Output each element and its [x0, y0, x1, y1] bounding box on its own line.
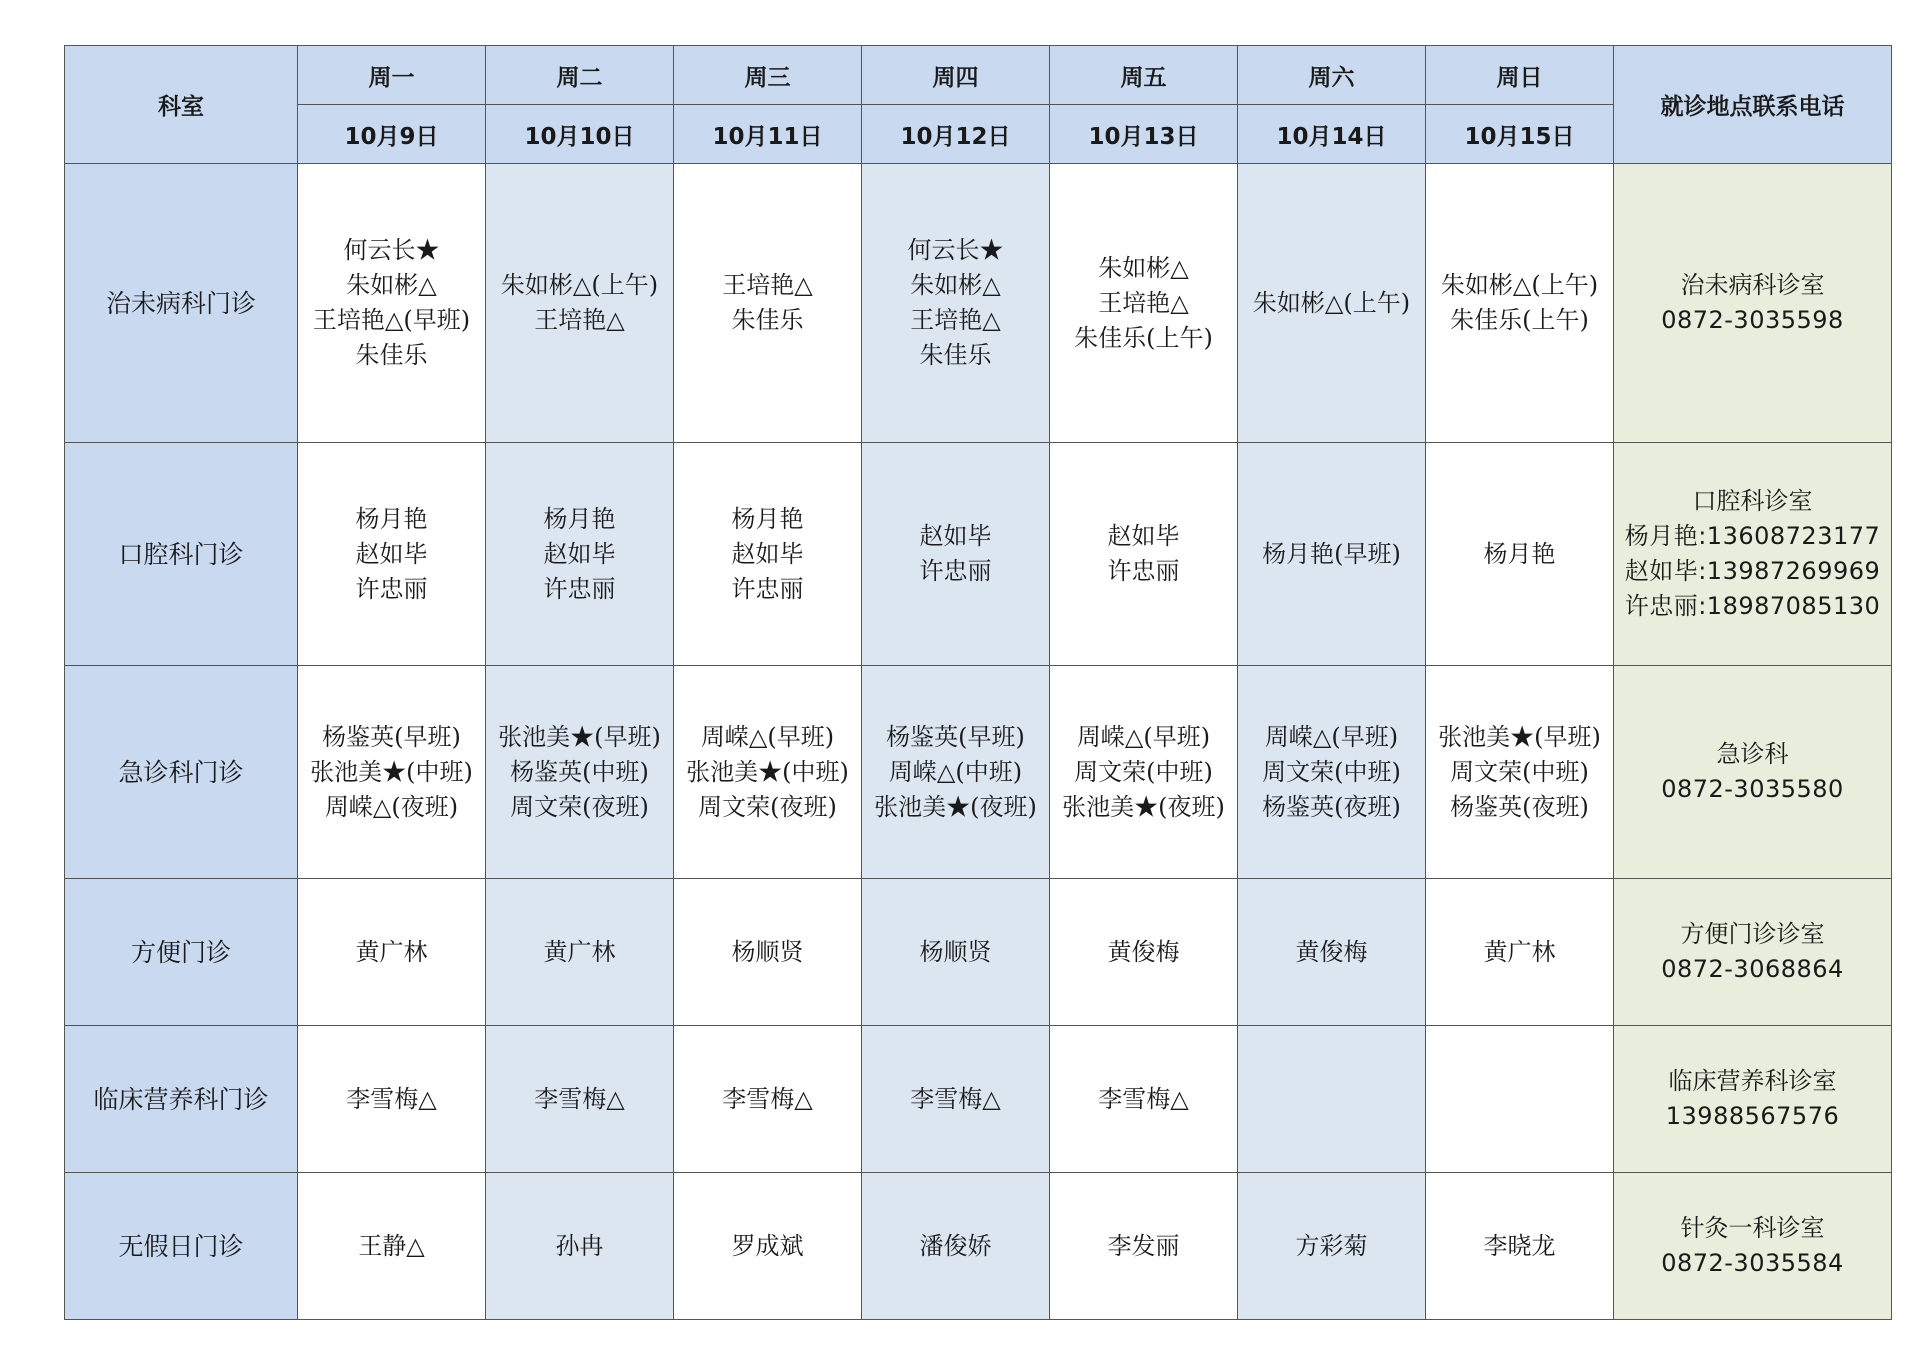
contact-phone: 许忠丽:18987085130 — [1624, 592, 1881, 620]
department-name: 治未病科门诊 — [65, 164, 298, 443]
doctor-name: 杨月艳 — [1483, 539, 1556, 568]
schedule-cell — [862, 666, 1050, 879]
date-header: 10月11日 — [674, 105, 862, 164]
doctor-name: 周文荣(中班) — [1450, 757, 1589, 786]
contact-cell — [1614, 1026, 1892, 1173]
doctor-name: 张池美★(早班) — [498, 722, 661, 751]
doctor-name: 王培艳△(早班) — [312, 306, 471, 334]
schedule-cell — [674, 164, 862, 443]
doctor-name: 杨月艳 — [731, 504, 804, 533]
doctor-name: 赵如毕 — [543, 539, 616, 568]
schedule-cell — [1238, 443, 1426, 666]
schedule-cell — [486, 879, 674, 1026]
schedule-cell — [486, 164, 674, 443]
schedule-cell — [1426, 1173, 1614, 1320]
doctor-name: 杨月艳 — [355, 504, 428, 533]
contact-cell — [1614, 443, 1892, 666]
doctor-name: 杨鉴英(早班) — [322, 722, 461, 751]
doctor-name: 黄广林 — [543, 937, 616, 966]
doctor-name: 黄广林 — [1483, 937, 1556, 966]
doctor-name: 罗成斌 — [731, 1231, 804, 1260]
doctor-name: 王培艳△ — [722, 271, 813, 299]
doctor-name: 赵如毕 — [919, 522, 992, 550]
doctor-name: 周嵘△(早班) — [1076, 722, 1211, 751]
schedule-cell — [1050, 879, 1238, 1026]
department-name: 方便门诊 — [65, 879, 298, 1026]
doctor-name: 朱佳乐 — [731, 306, 804, 334]
doctor-name: 张池美★(中班) — [686, 757, 849, 786]
schedule-cell — [298, 1026, 486, 1173]
doctor-name: 李雪梅△ — [1098, 1084, 1189, 1113]
doctor-name: 许忠丽 — [731, 574, 804, 603]
doctor-name: 朱佳乐 — [355, 341, 428, 369]
table-row — [65, 1173, 1892, 1320]
doctor-name: 赵如毕 — [355, 539, 428, 568]
schedule-cell — [486, 666, 674, 879]
header-row-weekdays — [65, 46, 1892, 105]
weekday-header: 周一 — [298, 46, 486, 105]
doctor-name: 张池美★(夜班) — [874, 792, 1037, 821]
doctor-name: 周嵘△(早班) — [700, 722, 835, 751]
contact-phone: 13988567576 — [1665, 1102, 1840, 1130]
schedule-cell — [1238, 1173, 1426, 1320]
doctor-name: 黄广林 — [355, 937, 428, 966]
schedule-cell — [1050, 1173, 1238, 1320]
contact-cell — [1614, 164, 1892, 443]
clinic-location: 口腔科诊室 — [1692, 487, 1813, 515]
schedule-cell — [1238, 164, 1426, 443]
doctor-name: 朱佳乐(上午) — [1450, 306, 1589, 334]
doctor-name: 周嵘△(早班) — [1264, 722, 1399, 751]
doctor-name: 赵如毕 — [731, 539, 804, 568]
schedule-cell — [298, 666, 486, 879]
doctor-name: 周文荣(夜班) — [510, 792, 649, 821]
doctor-name: 黄俊梅 — [1295, 937, 1368, 966]
doctor-name: 杨顺贤 — [731, 937, 804, 966]
doctor-name: 孙冉 — [555, 1231, 604, 1260]
weekday-header: 周二 — [486, 46, 674, 105]
schedule-cell — [1426, 666, 1614, 879]
contact-phone: 0872-3068864 — [1661, 955, 1844, 983]
schedule-cell — [674, 879, 862, 1026]
contact-phone: 0872-3035584 — [1661, 1249, 1844, 1277]
department-name: 急诊科门诊 — [65, 666, 298, 879]
contact-phone: 0872-3035598 — [1661, 306, 1844, 334]
contact-phone: 赵如毕:13987269969 — [1624, 557, 1881, 585]
clinic-location: 急诊科 — [1716, 740, 1789, 768]
clinic-location: 方便门诊诊室 — [1680, 920, 1825, 948]
schedule-cell — [298, 1173, 486, 1320]
schedule-cell — [862, 879, 1050, 1026]
schedule-cell — [1050, 666, 1238, 879]
clinic-location: 临床营养科诊室 — [1668, 1067, 1837, 1095]
doctor-name: 许忠丽 — [919, 557, 992, 585]
table-row — [65, 164, 1892, 443]
weekday-header: 周六 — [1238, 46, 1426, 105]
department-name: 临床营养科门诊 — [65, 1026, 298, 1173]
table-header — [65, 46, 1892, 164]
doctor-name: 李雪梅△ — [722, 1084, 813, 1113]
schedule-cell — [1050, 1026, 1238, 1173]
schedule-cell — [1426, 164, 1614, 443]
contact-phone: 杨月艳:13608723177 — [1624, 522, 1881, 550]
schedule-cell — [1426, 879, 1614, 1026]
department-name: 无假日门诊 — [65, 1173, 298, 1320]
duty-schedule-table — [64, 45, 1892, 1320]
doctor-name: 周文荣(中班) — [1262, 757, 1401, 786]
clinic-location: 治未病科诊室 — [1680, 271, 1825, 299]
schedule-cell — [1426, 1026, 1614, 1173]
schedule-cell — [862, 1173, 1050, 1320]
doctor-name: 何云长★ — [343, 236, 440, 264]
schedule-cell — [486, 443, 674, 666]
contact-cell — [1614, 879, 1892, 1026]
schedule-cell — [486, 1173, 674, 1320]
contact-cell — [1614, 666, 1892, 879]
doctor-name: 周嵘△(中班) — [888, 757, 1023, 786]
schedule-cell — [1050, 443, 1238, 666]
doctor-name: 周文荣(中班) — [1074, 757, 1213, 786]
weekday-header: 周四 — [862, 46, 1050, 105]
doctor-name: 朱如彬△(上午) — [1440, 271, 1599, 299]
doctor-name: 朱佳乐(上午) — [1074, 323, 1213, 352]
doctor-name: 杨鉴英(夜班) — [1262, 792, 1401, 821]
doctor-name: 杨顺贤 — [919, 937, 992, 966]
table-row — [65, 443, 1892, 666]
doctor-name: 朱如彬△ — [346, 271, 437, 299]
doctor-name: 李雪梅△ — [346, 1084, 437, 1113]
date-header: 10月10日 — [486, 105, 674, 164]
doctor-name: 王培艳△ — [534, 306, 625, 334]
dept-column-header: 科室 — [65, 46, 298, 164]
schedule-cell — [674, 443, 862, 666]
doctor-name: 李发丽 — [1107, 1231, 1180, 1260]
doctor-name: 朱如彬△ — [1098, 253, 1189, 282]
table-row — [65, 879, 1892, 1026]
doctor-name: 李晓龙 — [1483, 1231, 1556, 1260]
doctor-name: 张池美★(早班) — [1438, 722, 1601, 751]
doctor-name: 杨月艳(早班) — [1262, 539, 1401, 568]
clinic-location: 针灸一科诊室 — [1680, 1214, 1825, 1242]
schedule-cell — [674, 1026, 862, 1173]
doctor-name: 潘俊娇 — [919, 1231, 992, 1260]
contact-column-header: 就诊地点联系电话 — [1614, 46, 1892, 164]
doctor-name: 杨月艳 — [543, 504, 616, 533]
schedule-cell — [862, 1026, 1050, 1173]
schedule-cell — [862, 443, 1050, 666]
doctor-name: 许忠丽 — [355, 574, 428, 603]
doctor-name: 李雪梅△ — [910, 1084, 1001, 1113]
doctor-name: 何云长★ — [907, 236, 1004, 264]
contact-cell — [1614, 1173, 1892, 1320]
weekday-header: 周五 — [1050, 46, 1238, 105]
doctor-name: 周嵘△(夜班) — [324, 792, 459, 821]
schedule-cell — [298, 879, 486, 1026]
schedule-cell — [486, 1026, 674, 1173]
schedule-cell — [1238, 1026, 1426, 1173]
schedule-cell — [1238, 666, 1426, 879]
doctor-name: 黄俊梅 — [1107, 937, 1180, 966]
schedule-cell — [674, 666, 862, 879]
weekday-header: 周三 — [674, 46, 862, 105]
schedule-cell — [862, 164, 1050, 443]
doctor-name: 朱佳乐 — [919, 341, 992, 369]
doctor-name: 朱如彬△(上午) — [1252, 288, 1411, 317]
schedule-cell — [1050, 164, 1238, 443]
doctor-name: 许忠丽 — [543, 574, 616, 603]
table-row — [65, 1026, 1892, 1173]
doctor-name: 李雪梅△ — [534, 1084, 625, 1113]
doctor-name: 张池美★(夜班) — [1062, 792, 1225, 821]
doctor-name: 杨鉴英(早班) — [886, 722, 1025, 751]
schedule-cell — [1426, 443, 1614, 666]
table-row — [65, 666, 1892, 879]
doctor-name: 王培艳△ — [1098, 288, 1189, 317]
doctor-name: 朱如彬△(上午) — [500, 271, 659, 299]
schedule-cell — [1238, 879, 1426, 1026]
doctor-name: 王静△ — [358, 1231, 425, 1260]
weekday-header: 周日 — [1426, 46, 1614, 105]
schedule-cell — [298, 443, 486, 666]
date-header: 10月12日 — [862, 105, 1050, 164]
doctor-name: 张池美★(中班) — [310, 757, 473, 786]
doctor-name: 朱如彬△ — [910, 271, 1001, 299]
schedule-cell — [298, 164, 486, 443]
doctor-name: 周文荣(夜班) — [698, 792, 837, 821]
date-header: 10月13日 — [1050, 105, 1238, 164]
doctor-name: 王培艳△ — [910, 306, 1001, 334]
doctor-name: 杨鉴英(中班) — [510, 757, 649, 786]
table-body — [65, 164, 1892, 1320]
department-name: 口腔科门诊 — [65, 443, 298, 666]
doctor-name: 许忠丽 — [1107, 557, 1180, 585]
date-header: 10月14日 — [1238, 105, 1426, 164]
schedule-cell — [674, 1173, 862, 1320]
date-header: 10月15日 — [1426, 105, 1614, 164]
doctor-name: 赵如毕 — [1107, 522, 1180, 550]
doctor-name: 杨鉴英(夜班) — [1450, 792, 1589, 821]
date-header: 10月9日 — [298, 105, 486, 164]
doctor-name: 方彩菊 — [1295, 1231, 1368, 1260]
contact-phone: 0872-3035580 — [1661, 775, 1844, 803]
